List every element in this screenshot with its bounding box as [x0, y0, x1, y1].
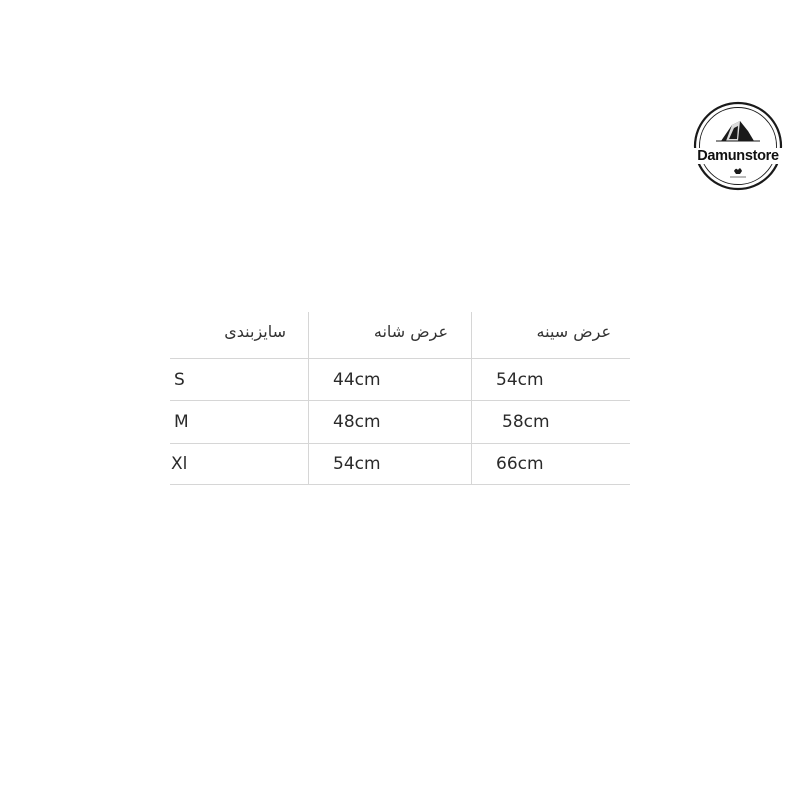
row-chest: 66cm	[496, 454, 544, 474]
logo-emblem	[688, 101, 788, 191]
header-divider	[170, 358, 630, 359]
row-shoulder: 48cm	[333, 412, 381, 432]
brand-logo	[688, 101, 788, 191]
row-shoulder: 44cm	[333, 370, 381, 390]
row-shoulder: 54cm	[333, 454, 381, 474]
row-chest: 54cm	[496, 370, 544, 390]
column-divider-1	[308, 312, 309, 485]
header-size: سایزبندی	[224, 322, 286, 341]
bottom-divider	[170, 484, 630, 485]
brand-name: Damunstore	[682, 148, 794, 164]
row-size: M	[174, 412, 189, 432]
row-chest: 58cm	[502, 412, 550, 432]
header-chest-width: عرض سینه	[536, 322, 611, 341]
header-shoulder-width: عرض شانه	[373, 322, 448, 341]
row-divider-2	[170, 443, 630, 444]
row-divider-1	[170, 400, 630, 401]
size-chart-table	[170, 312, 630, 485]
row-size: Xl	[171, 454, 188, 474]
row-size: S	[174, 370, 185, 390]
column-divider-2	[471, 312, 472, 485]
